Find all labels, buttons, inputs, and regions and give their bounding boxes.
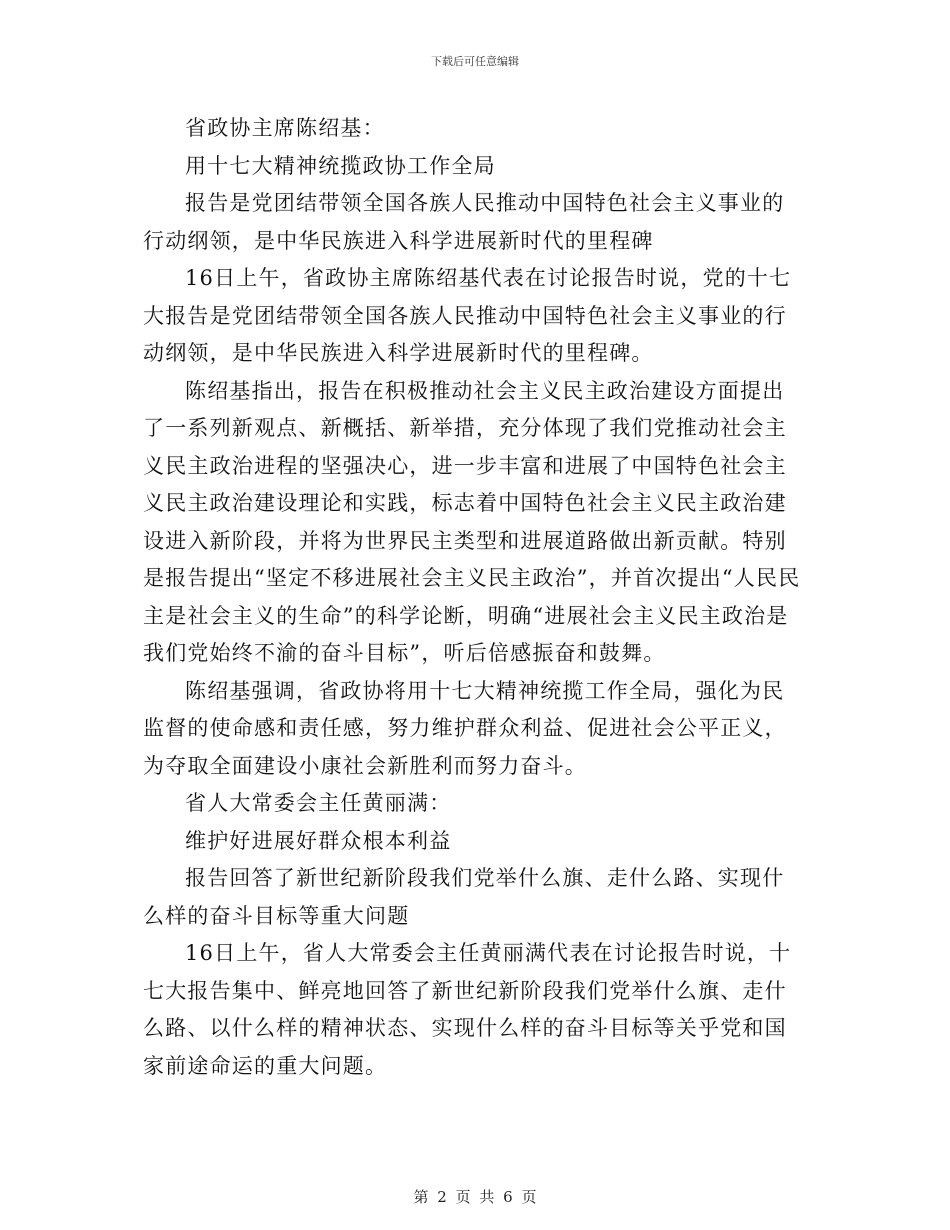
body-paragraph: 陈绍基指出，报告在积极推动社会主义民主政治建设方面提出了一系列新观点、新概括、新举措，充分体现了我们党推动社会主义民主政治进程的坚强决心，进一步丰富和进展了中国特色社会主义民主政治建设理论和实践，标志着中国特色社会主义民主政治建设进入新阶段，并将为世界民主类型和进展道路做出新贡献。特别是报告提出“坚定不移进展社会主义民主政治”，并首次提出“人民民主是社会主义的生命”的科学论断，明确“进展社会主义民主政治是我们党始终不渝的奋斗目标”，听后倍感振奋和鼓舞。 — [143, 378, 801, 665]
article-subtitle-2: 报告回答了新世纪新阶段我们党举什么旗、走什么路、实现什么样的奋斗目标等重大问题 — [143, 866, 785, 928]
body-paragraph: 陈绍基强调，省政协将用十七大精神统揽工作全局，强化为民监督的使命感和责任感，努力维护群众利益、促进社会公平正义，为夺取全面建设小康社会新胜利而努力奋斗。 — [143, 678, 787, 778]
document-body — [143, 110, 803, 1085]
body-paragraph: 16日上午，省人大常委会主任黄丽满代表在讨论报告时说，十七大报告集中、鲜亮地回答了新世纪新阶段我们党举什么旗、走什么路、以什么样的精神状态、实现什么样的奋斗目标等关乎党和国家前途命运的重大问题。 — [143, 941, 792, 1078]
page-number: 第 2 页 共 6 页 — [413, 1188, 537, 1206]
speaker-heading-2: 省人大常委会主任黄丽满： — [185, 791, 452, 815]
speaker-heading-1: 省政协主席陈绍基： — [185, 116, 385, 140]
article-subtitle-1: 报告是党团结带领全国各族人民推动中国特色社会主义事业的行动纲领，是中华民族进入科学进展新时代的里程碑 — [143, 191, 785, 253]
article-title-1: 用十七大精神统揽政协工作全局 — [185, 153, 496, 178]
page-header: 下载后可任意编辑 — [431, 55, 519, 68]
article-title-2: 维护好进展好群众根本利益 — [185, 828, 452, 853]
body-paragraph: 16日上午，省政协主席陈绍基代表在讨论报告时说，党的十七大报告是党团结带领全国各族人民推动中国特色社会主义事业的行动纲领，是中华民族进入科学进展新时代的里程碑。 — [143, 266, 792, 365]
